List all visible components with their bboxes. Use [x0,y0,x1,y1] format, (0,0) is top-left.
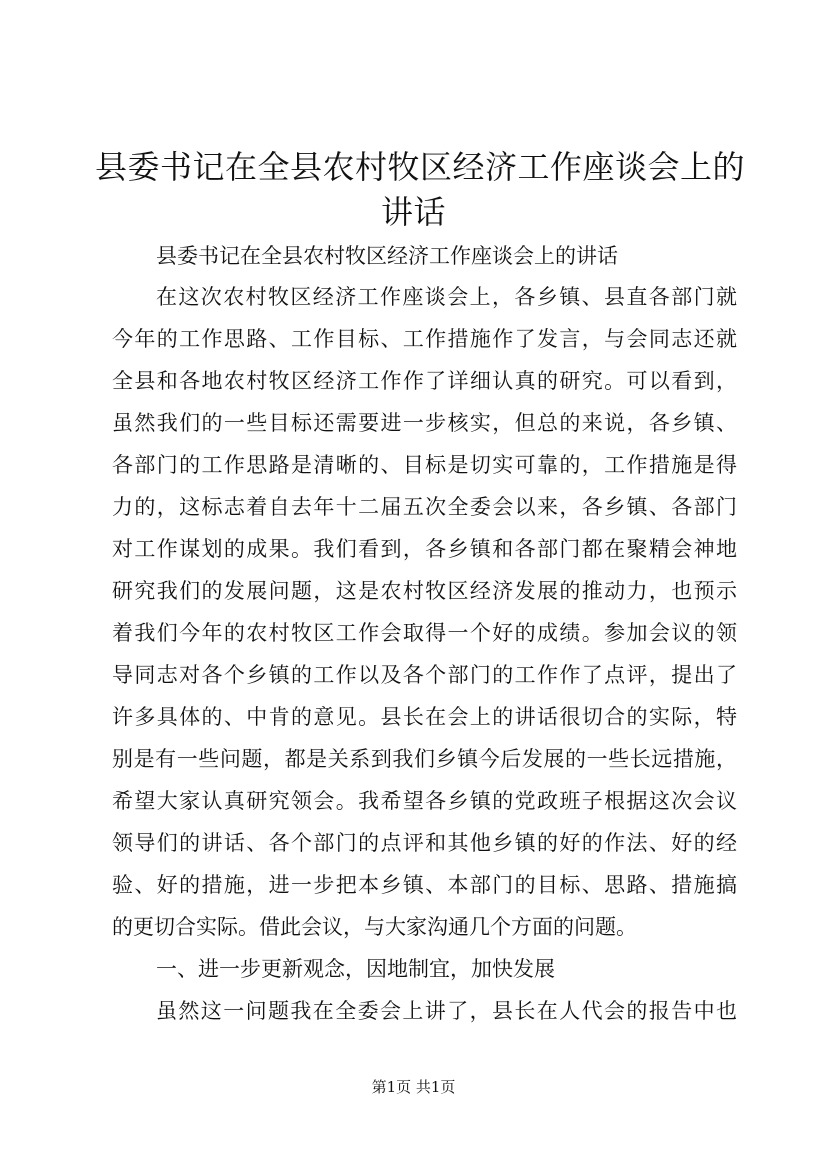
section-heading: 一、进一步更新观念，因地制宜，加快发展 [156,957,555,981]
body-line: 各部门的工作思路是清晰的、目标是切实可靠的，工作措施是得 [112,453,737,477]
body-line: 验、好的措施，进一步把本乡镇、本部门的目标、思路、措施搞 [112,873,737,897]
body-line: 许多具体的、中肯的意见。县长在会上的讲话很切合的实际，特 [112,705,737,729]
document-subtitle: 县委书记在全县农村牧区经济工作座谈会上的讲话 [156,244,618,268]
document-title-line-1: 县委书记在全县农村牧区经济工作座谈会上的 [95,148,746,186]
page-number: 第1页 共1页 [371,1078,456,1096]
body-line: 领导们的讲话、各个部门的点评和其他乡镇的好的作法、好的经 [112,831,737,855]
document-title-line-2: 讲话 [380,193,446,231]
body-line: 对工作谋划的成果。我们看到，各乡镇和各部门都在聚精会神地 [112,537,737,561]
body-line: 着我们今年的农村牧区工作会取得一个好的成绩。参加会议的领 [112,621,737,645]
body-line: 力的，这标志着自去年十二届五次全委会以来，各乡镇、各部门 [112,495,737,519]
body-line: 虽然这一问题我在全委会上讲了，县长在人代会的报告中也 [156,999,737,1023]
body-line: 虽然我们的一些目标还需要进一步核实，但总的来说，各乡镇、 [112,411,737,435]
body-line: 希望大家认真研究领会。我希望各乡镇的党政班子根据这次会议 [112,789,737,813]
body-line: 别是有一些问题，都是关系到我们乡镇今后发展的一些长远措施， [112,747,737,771]
body-line: 在这次农村牧区经济工作座谈会上，各乡镇、县直各部门就 [156,285,737,309]
body-line: 研究我们的发展问题，这是农村牧区经济发展的推动力，也预示 [112,579,737,603]
body-line: 今年的工作思路、工作目标、工作措施作了发言，与会同志还就 [112,327,737,351]
body-line: 导同志对各个乡镇的工作以及各个部门的工作作了点评，提出了 [112,663,737,687]
body-line: 全县和各地农村牧区经济工作作了详细认真的研究。可以看到， [112,369,737,393]
body-line: 的更切合实际。借此会议，与大家沟通几个方面的问题。 [112,915,637,939]
